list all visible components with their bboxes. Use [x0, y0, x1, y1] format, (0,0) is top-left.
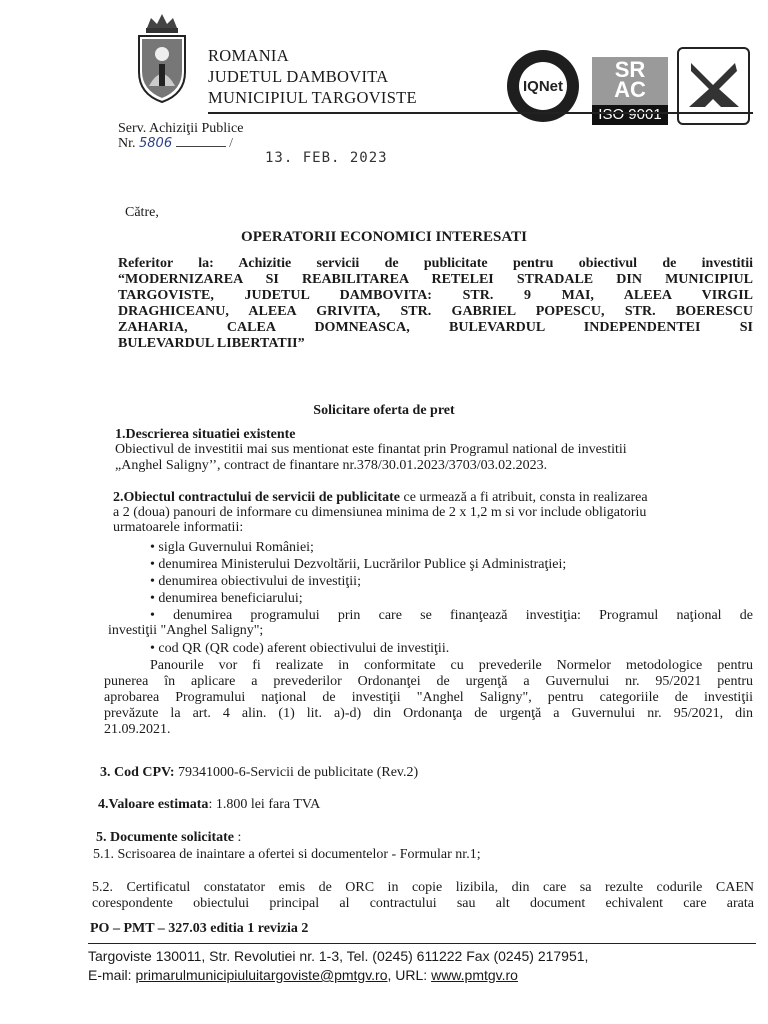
- panouri-line-2: punerea în aplicare a prevederilor Ordonanţei de urgenţă a Guvernului nr. 95/2021 pentru: [104, 674, 753, 689]
- section-3: [100, 766, 418, 780]
- section-5: [96, 831, 241, 845]
- srac-text-top: SR: [614, 57, 646, 82]
- section-4-text: : 1.800 lei fara TVA: [208, 797, 321, 812]
- email-label: E-mail:: [88, 967, 136, 983]
- srac-certification-logo: [592, 57, 668, 125]
- bullet-item: • denumirea beneficiarului;: [150, 591, 303, 606]
- document-code: PO – PMT – 327.03 editia 1 revizia 2: [90, 921, 309, 936]
- panouri-line-3: aprobarea Programului naţional de investiţii "Anghel Saligny", pentru categoriile de investiţii: [104, 690, 753, 705]
- subject: Solicitare oferta de pret: [313, 403, 455, 418]
- section-2-first-text: ce urmează a fi atribuit, consta in realizarea: [399, 490, 648, 505]
- registration-number: Nr. 5806 /: [118, 136, 233, 151]
- section-1-line-1: Obiectivul de investitii mai sus mentionat este finantat prin Programul national de investitii: [115, 442, 627, 457]
- reference-line-1: Referitor la: Achizitie servicii de publicitate pentru obiectivul de investitii: [118, 256, 753, 271]
- reference-line-4: DRAGHICEANU, ALEEA GRIVITA, STR. GABRIEL POPESCU, STR. BOERESCU: [118, 304, 753, 319]
- bullet-item: • denumirea programului prin care se finanţează investiţia: Programul naţional de: [150, 608, 753, 623]
- coat-of-arms: [133, 12, 191, 104]
- header-divider: [208, 112, 753, 114]
- footer-address: Targoviste 130011, Str. Revolutiei nr. 1-3, Tel. (0245) 611222 Fax (0245) 217951,: [88, 948, 589, 964]
- section-4-title: 4.Valoare estimata: [98, 797, 209, 812]
- section-5-2-line-2: corespondente obiectului principal al contractului sau alt document echivalent care arata: [92, 896, 754, 911]
- salutation: Către,: [125, 205, 159, 220]
- section-5-title: 5. Documente solicitate: [96, 830, 235, 845]
- section-5-2-line-1: 5.2. Certificatul constatator emis de ORC in copie lizibila, din care sa rezulte codurile CAEN: [92, 880, 754, 895]
- iso-9001-text: ISO 9001: [592, 105, 668, 125]
- reference-line-2: “MODERNIZAREA SI REABILITAREA RETELEI STRADALE DIN MUNICIPIUL: [118, 272, 753, 287]
- section-3-title: 3. Cod CPV:: [100, 765, 175, 780]
- bullet-item: • denumirea obiectivului de investiţii;: [150, 574, 361, 589]
- header-county: JUDETUL DAMBOVITA: [208, 67, 389, 86]
- section-4: [98, 798, 320, 812]
- reference-line-3: TARGOVISTE, JUDETUL DAMBOVITA: STR. 9 MAI, ALEEA VIRGIL: [118, 288, 753, 303]
- date-stamp: 13. FEB. 2023: [265, 150, 388, 166]
- section-2-line-2: a 2 (doua) panouri de informare cu dimensiunea minima de 2 x 1,2 m si vor include obligatoriu: [113, 505, 647, 520]
- email-link[interactable]: primarulmunicipiuluitargoviste@pmtgv.ro: [135, 967, 388, 983]
- nr-label: Nr.: [118, 136, 136, 151]
- section-2-line-3: urmatoarele informatii:: [113, 520, 244, 535]
- bullet-item-continuation: investiţii "Anghel Saligny";: [108, 623, 264, 638]
- section-2-title: 2.Obiectul contractului de servicii de publicitate: [113, 490, 400, 505]
- header-municipality: MUNICIPIUL TARGOVISTE: [208, 88, 417, 107]
- bullet-item: • cod QR (QR code) aferent obiectivului de investiţii.: [150, 641, 450, 656]
- section-1-line-2: „Anghel Saligny’’, contract de finantare nr.378/30.01.2023/3703/03.02.2023.: [115, 458, 548, 473]
- url-label: , URL:: [387, 967, 432, 983]
- footer-contact: [88, 967, 518, 983]
- panouri-line-1: Panourile vor fi realizate in conformitate cu prevederile Normelor metodologice pentru: [150, 658, 753, 673]
- footer-divider: [88, 943, 756, 944]
- section-5-1: 5.1. Scrisoarea de inaintare a ofertei si documentelor - Formular nr.1;: [93, 847, 481, 862]
- section-2-first-line: [113, 491, 648, 505]
- panouri-line-4: prevăzute la art. 4 alin. (1) lit. a)-d) din Ordonanţa de urgenţă a Guvernului nr. 95/2021, din: [104, 706, 753, 721]
- addressee: OPERATORII ECONOMICI INTERESATI: [241, 229, 527, 245]
- srac-text-bottom: AC: [614, 77, 646, 102]
- bullet-item: • denumirea Ministerului Dezvoltării, Lucrărilor Publice şi Administraţiei;: [150, 557, 567, 572]
- reference-line-5: ZAHARIA, CALEA DOMNEASCA, BULEVARDUL INDEPENDENTEI SI: [118, 320, 753, 335]
- section-5-colon: :: [234, 830, 242, 845]
- iqnet-text: IQNet: [522, 78, 564, 95]
- website-link[interactable]: www.pmtgv.ro: [431, 967, 518, 983]
- bullet-item: • sigla Guvernului României;: [150, 540, 314, 555]
- department-label: Serv. Achiziţii Publice: [118, 121, 244, 136]
- reference-line-6: BULEVARDUL LIBERTATII”: [118, 336, 305, 351]
- panouri-line-5: 21.09.2021.: [104, 722, 171, 737]
- section-1-title: 1.Descrierea situatiei existente: [115, 427, 296, 442]
- section-3-text: 79341000-6-Servicii de publicitate (Rev.2): [174, 765, 419, 780]
- header-country: ROMANIA: [208, 46, 289, 65]
- nr-value: 5806: [139, 136, 173, 151]
